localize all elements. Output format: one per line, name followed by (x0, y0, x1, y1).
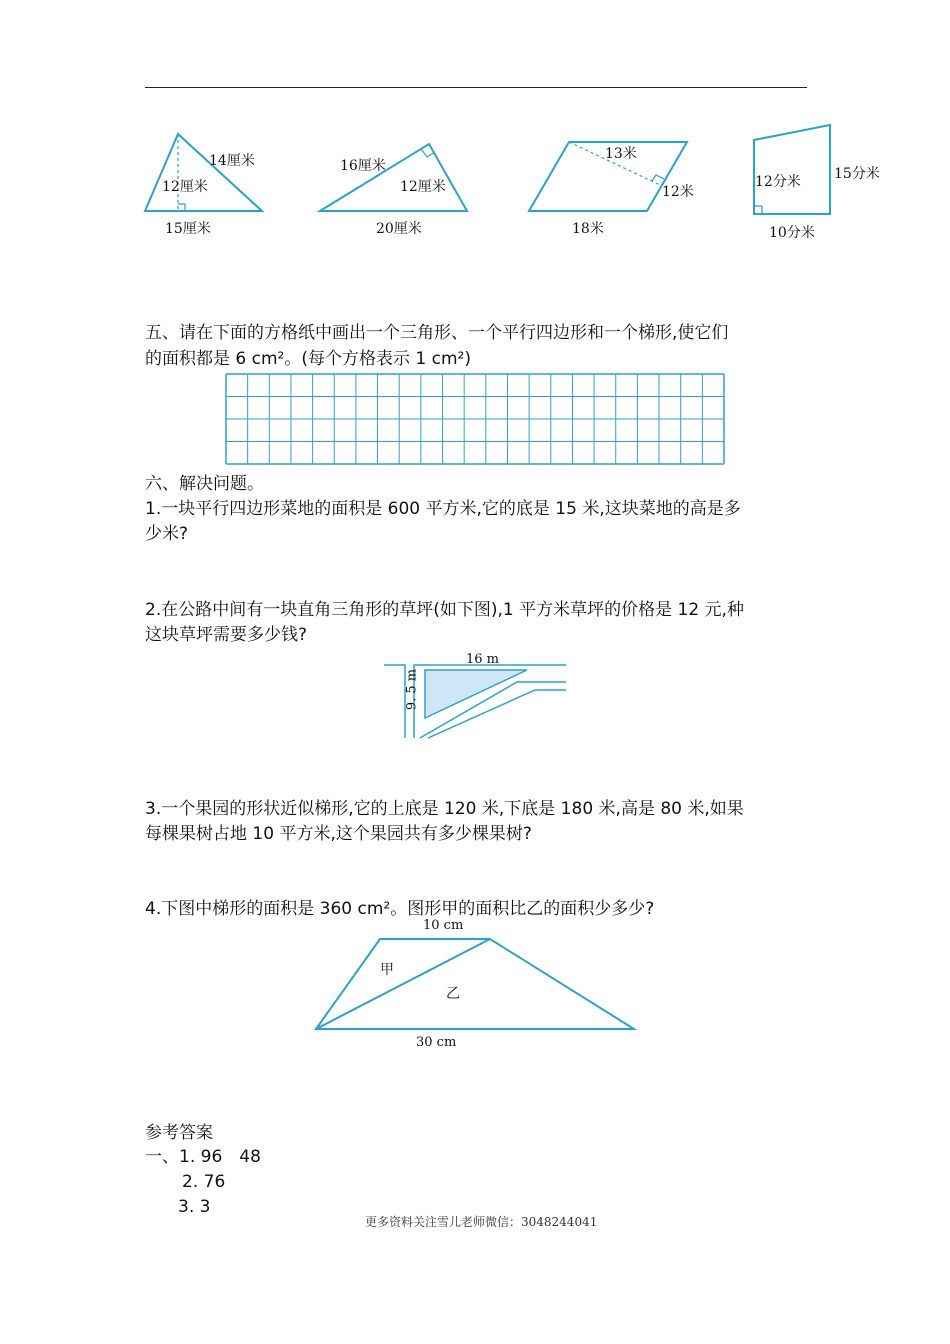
triangle1-base-label: 15厘米 (165, 221, 211, 237)
answer-2: 2. 76 (182, 1172, 226, 1192)
grid-paper[interactable] (225, 373, 725, 465)
trapezoid-right-label: 15分米 (834, 166, 880, 182)
trapezoid-bottom-label: 10分米 (769, 225, 815, 241)
parallelogram-height-label: 12米 (662, 184, 694, 200)
figure-trapezoid (750, 120, 840, 218)
q4-part-b-label: 乙 (446, 986, 460, 1002)
question3-line2: 每棵果树占地 10 平方米,这个果园共有多少棵果树? (145, 824, 532, 844)
footer-note: 更多资料关注雪儿老师微信：3048244041 (365, 1215, 598, 1229)
section5-line2: 的面积都是 6 cm²。(每个方格表示 1 cm²) (145, 349, 471, 369)
q4-top-label: 10 cm (423, 918, 464, 933)
question1-line2: 少米? (145, 524, 189, 544)
figure-triangle-1 (140, 128, 270, 218)
answers-title: 参考答案 (145, 1123, 213, 1143)
lawn-side-label: 9. 5 m (404, 668, 420, 711)
trapezoid-jia-yi-figure (310, 934, 640, 1034)
trapezoid-left-label: 12分米 (755, 174, 801, 190)
answer-1: 一、1. 96 48 (145, 1147, 261, 1167)
question4-line1: 4.下图中梯形的面积是 360 cm²。图形甲的面积比乙的面积少多少? (145, 899, 655, 919)
figure-triangle-2 (316, 140, 476, 216)
triangle2-base-label: 20厘米 (376, 221, 422, 237)
question2-line1: 2.在公路中间有一块直角三角形的草坪(如下图),1 平方米草坪的价格是 12 元,种 (145, 600, 744, 620)
q4-bottom-label: 30 cm (416, 1035, 457, 1050)
lawn-top-label: 16 m (466, 652, 500, 667)
parallelogram-base-label: 18米 (572, 221, 604, 237)
triangle2-height-label: 12厘米 (400, 179, 446, 195)
section5-line1: 五、请在下面的方格纸中画出一个三角形、一个平行四边形和一个梯形,使它们 (145, 323, 729, 343)
question3-line1: 3.一个果园的形状近似梯形,它的上底是 120 米,下底是 180 米,高是 80 米,如果 (145, 799, 744, 819)
question1-line1: 1.一块平行四边形菜地的面积是 600 平方米,它的底是 15 米,这块菜地的高是多 (145, 499, 741, 519)
header-rule (145, 87, 807, 88)
question2-line2: 这块草坪需要多少钱? (145, 625, 308, 645)
triangle2-leg-label: 16厘米 (340, 158, 386, 174)
section6-title: 六、解决问题。 (145, 474, 264, 494)
q4-part-a-label: 甲 (380, 962, 394, 978)
answer-3: 3. 3 (178, 1197, 211, 1217)
triangle1-height-label: 12厘米 (162, 179, 208, 195)
parallelogram-side-label: 13米 (605, 146, 637, 162)
triangle1-side-label: 14厘米 (209, 153, 255, 169)
